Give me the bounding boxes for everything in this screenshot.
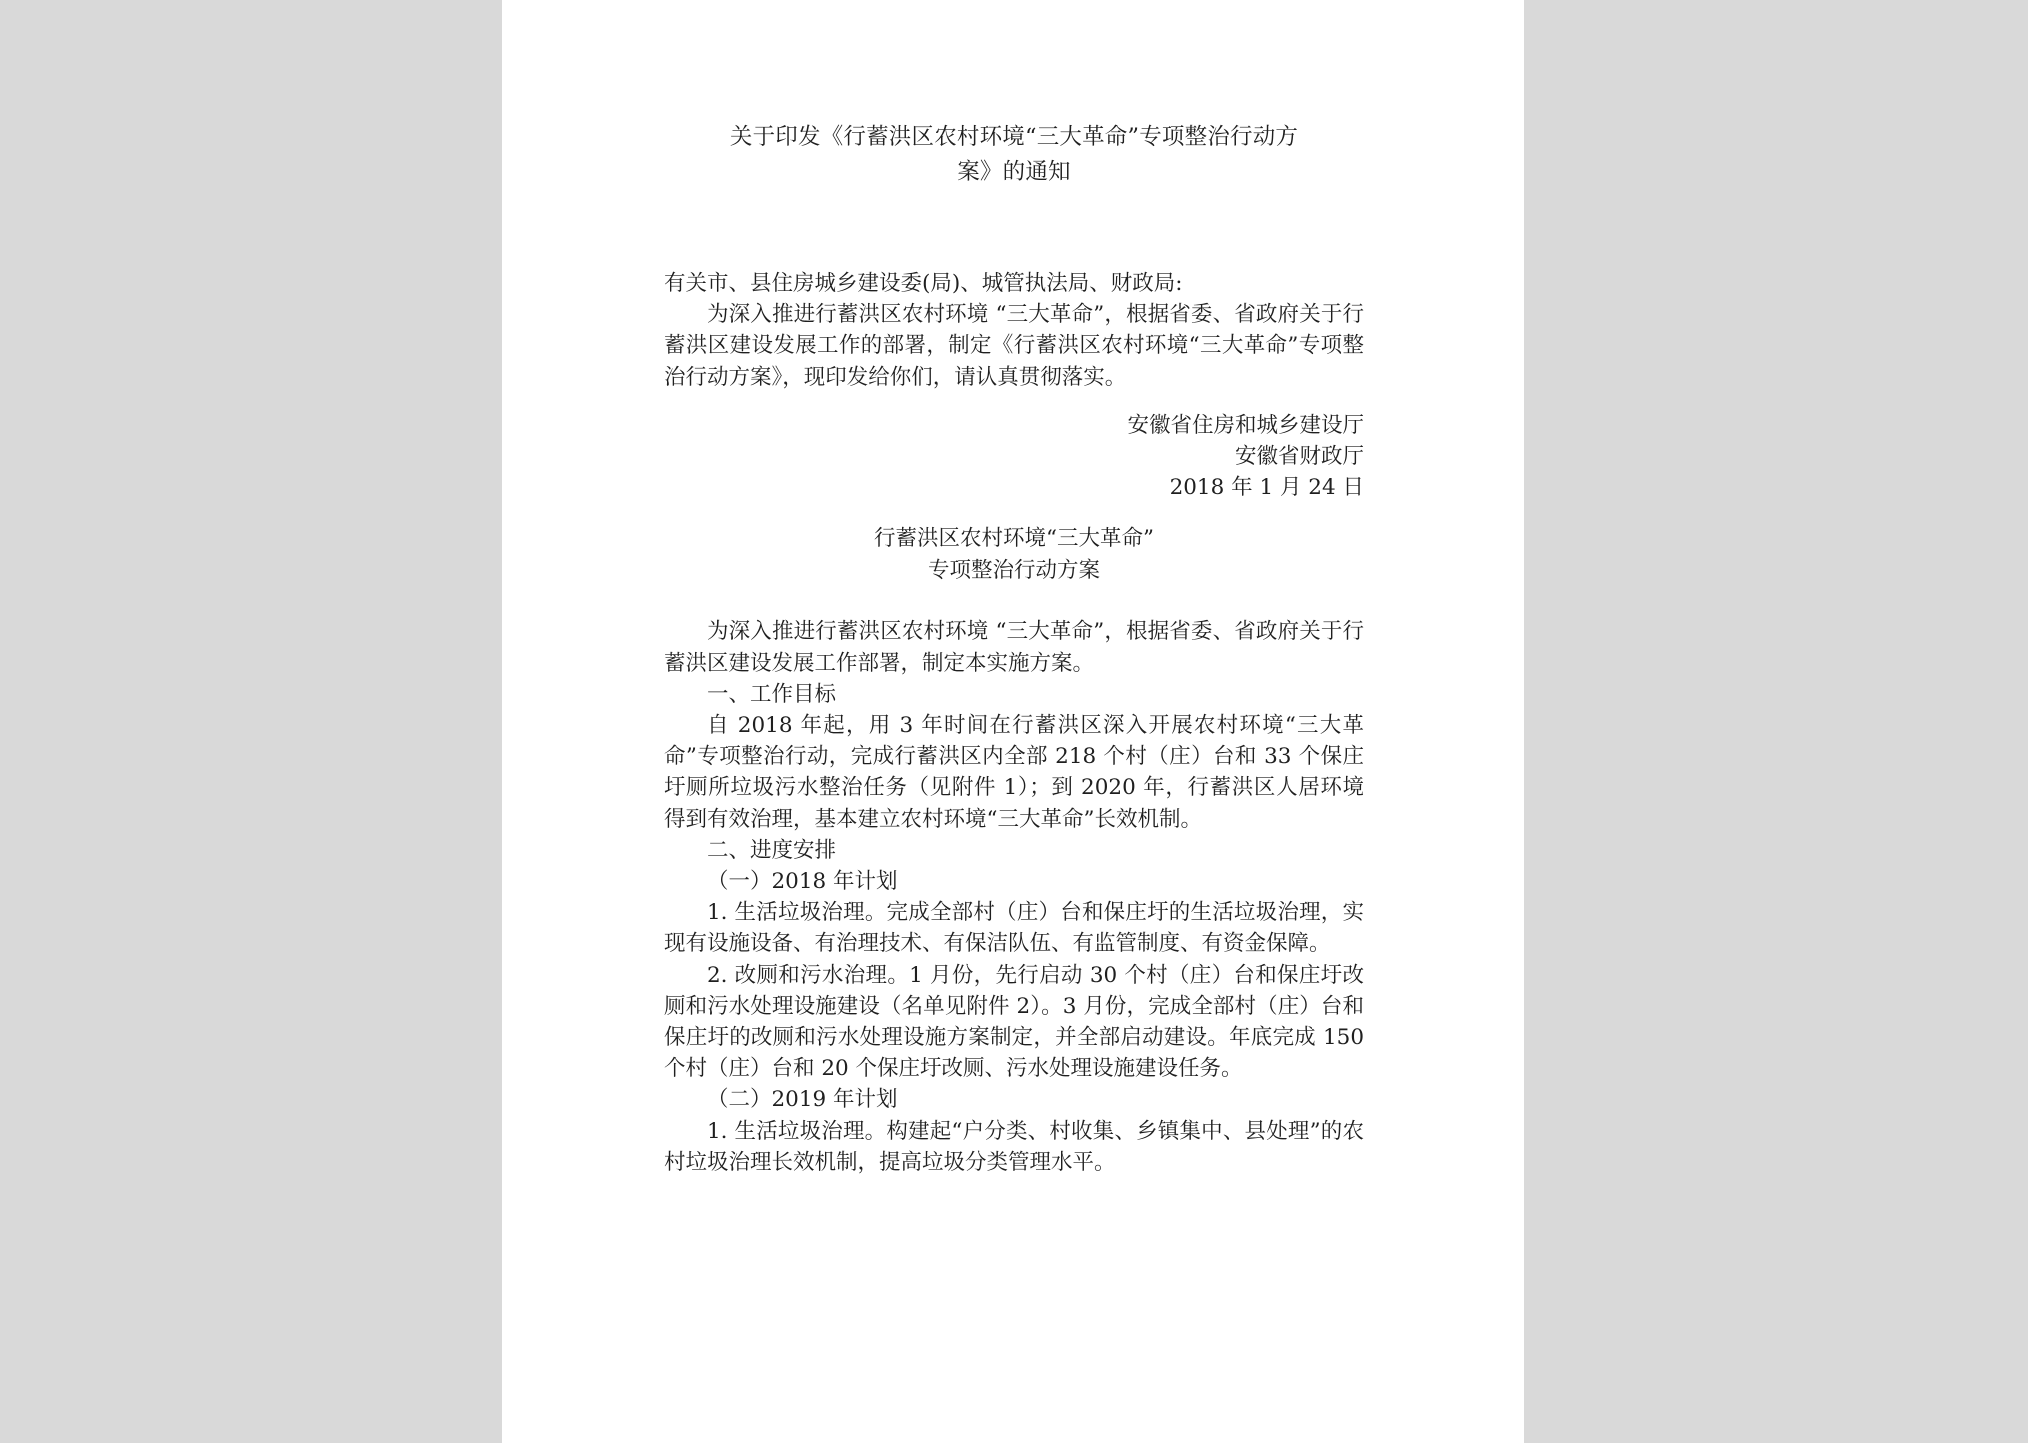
section-1-heading: 一、工作目标 bbox=[707, 681, 837, 707]
notice-title-line-2: 案》的通知 bbox=[957, 159, 1071, 185]
notice-addressee: 有关市、县住房城乡建设委(局)、城管执法局、财政局: bbox=[664, 271, 1183, 296]
signatory-finance-dept: 安徽省财政厅 bbox=[1234, 444, 1364, 470]
notice-signature bbox=[664, 410, 1364, 504]
plan-title-line-1: 行蓄洪区农村环境“三大革命” bbox=[874, 526, 1154, 552]
section-2-heading: 二、进度安排 bbox=[707, 837, 837, 863]
plan-title bbox=[664, 523, 1364, 587]
subsection-2018-item-2: 2. 改厕和污水治理。1 月份，先行启动 30 个村（庄）台和保庄圩改厕和污水处理设施建设（名单见附件 2）。3 月份，完成全部村（庄）台和保庄圩的改厕和污水处理设施方案制定，并全部启动建设。年底完成 150 个村（庄）台和 20 个保庄圩改厕、污水处理设施建设任务。 bbox=[664, 962, 1364, 1082]
plan-body bbox=[664, 616, 1364, 1178]
section-1-body: 自 2018 年起，用 3 年时间在行蓄洪区深入开展农村环境“三大革命”专项整治行动，完成行蓄洪区内全部 218 个村（庄）台和 33 个保庄圩厕所垃圾污水整治任务（见附件 1）；到 2020 年，行蓄洪区人居环境得到有效治理，基本建立农村环境“三大革命”长效机制。 bbox=[664, 713, 1364, 832]
notice-title-line-1: 关于印发《行蓄洪区农村环境“三大革命”专项整治行动方 bbox=[729, 124, 1299, 150]
subsection-2018-item-1: 1. 生活垃圾治理。完成全部村（庄）台和保庄圩的生活垃圾治理，实现有设施设备、有治理技术、有保洁队伍、有监管制度、有资金保障。 bbox=[664, 900, 1364, 957]
notice-date: 2018 年 1 月 24 日 bbox=[1169, 475, 1364, 501]
plan-title-line-2: 专项整治行动方案 bbox=[927, 558, 1100, 584]
document-page bbox=[502, 0, 1524, 1443]
subsection-2019-heading: （二）2019 年计划 bbox=[707, 1087, 898, 1113]
document-content bbox=[664, 120, 1364, 1178]
signatory-housing-dept: 安徽省住房和城乡建设厅 bbox=[1127, 412, 1364, 438]
notice-body: 为深入推进行蓄洪区农村环境 “三大革命”，根据省委、省政府关于行蓄洪区建设发展工作的部署，制定《行蓄洪区农村环境“三大革命”专项整治行动方案》，现印发给你们，请认真贯彻落实。 bbox=[664, 302, 1364, 390]
notice-title bbox=[664, 120, 1364, 190]
subsection-2018-heading: （一）2018 年计划 bbox=[707, 869, 898, 895]
subsection-2019-item-1: 1. 生活垃圾治理。构建起“户分类、村收集、乡镇集中、县处理”的农村垃圾治理长效机制，提高垃圾分类管理水平。 bbox=[664, 1118, 1364, 1175]
plan-intro: 为深入推进行蓄洪区农村环境 “三大革命”，根据省委、省政府关于行蓄洪区建设发展工作部署，制定本实施方案。 bbox=[664, 619, 1364, 676]
